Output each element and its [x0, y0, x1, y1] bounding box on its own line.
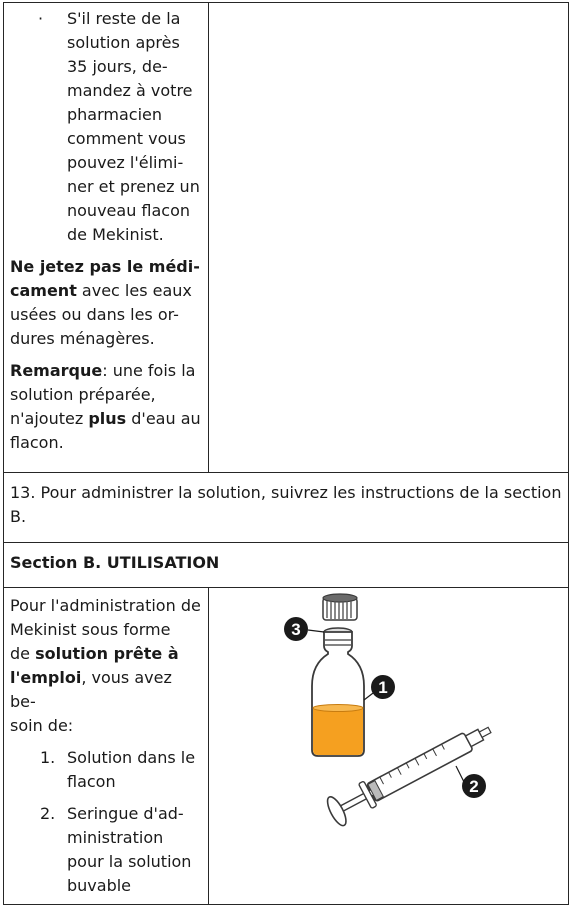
warning-bold: Ne jetez pas le médi- [10, 257, 200, 276]
bottle-icon [312, 628, 364, 756]
callout-2 [462, 774, 486, 798]
list-line: Seringue d'ad- [67, 804, 184, 823]
usage-cell [4, 588, 209, 905]
list-line: Solution dans le [67, 748, 196, 767]
bullet-line: mandez à votre [67, 81, 193, 100]
usage-line [10, 642, 202, 666]
bottle-syringe-illustration [270, 590, 510, 830]
list-line: buvable [67, 876, 132, 895]
warning-text: usées ou dans les or- [10, 305, 179, 324]
callout-label: 2 [469, 777, 479, 796]
materials-list [10, 746, 202, 898]
usage-line: Mekinist sous forme [10, 620, 171, 639]
top-left-cell [4, 3, 209, 473]
usage-line: Pour l'administration de [10, 596, 201, 615]
list-line: ministration [67, 828, 164, 847]
remark-text: flacon. [10, 433, 64, 452]
list-line: pour la solution [67, 852, 192, 871]
top-right-cell [209, 3, 569, 473]
warning-text: dures ménagères. [10, 329, 155, 348]
list-number: 1. [40, 748, 56, 767]
list-item [10, 746, 202, 794]
bullet-line: 35 jours, de- [67, 57, 168, 76]
usage-text: , vous avez be- [10, 668, 172, 711]
step-13-line: B. [10, 507, 27, 526]
remark-label: Remarque [10, 361, 103, 380]
bottle-cap-icon [323, 594, 357, 620]
section-b-row [4, 543, 569, 588]
callout-3 [284, 617, 308, 641]
callout-label: 1 [378, 678, 388, 697]
usage-bold: l'emploi [10, 668, 82, 687]
usage-bold: solution prête à [35, 644, 179, 663]
bullet-line: pharmacien [67, 105, 163, 124]
bullet-line: comment vous [67, 129, 186, 148]
bullet-dot: · [38, 9, 44, 28]
usage-text: de [10, 644, 36, 663]
bullet-line: nouveau flacon [67, 201, 191, 220]
disposal-warning [10, 255, 202, 351]
usage-line: soin de: [10, 716, 74, 735]
remark-paragraph [10, 359, 202, 455]
remark-text: : une fois la [102, 361, 196, 380]
list-item [10, 802, 202, 898]
liquid-fill [313, 705, 363, 755]
callout-label: 3 [291, 620, 301, 639]
list-number: 2. [40, 804, 56, 823]
remark-bold: plus [88, 409, 127, 428]
bullet-line: solution après [67, 33, 180, 52]
remark-text: d'eau au [126, 409, 201, 428]
warning-text: avec les eaux [76, 281, 192, 300]
usage-line [10, 666, 202, 714]
bullet-line: de Mekinist. [67, 225, 164, 244]
step-13-row [4, 473, 569, 543]
step-13-line: 13. Pour administrer la solution, suivrez les instructions de la section [10, 483, 562, 502]
warning-bold: cament [10, 281, 77, 300]
remark-text: solution préparée, [10, 385, 156, 404]
bullet-line: S'il reste de la [67, 9, 181, 28]
bullet-line: pouvez l'élimi- [67, 153, 184, 172]
remark-text: n'ajoutez [10, 409, 89, 428]
list-line: flacon [67, 772, 116, 791]
section-b-title: Section B. UTILISATION [10, 553, 220, 572]
bullet-item [10, 7, 202, 247]
bullet-line: ner et prenez un [67, 177, 200, 196]
callout-1 [371, 675, 395, 699]
